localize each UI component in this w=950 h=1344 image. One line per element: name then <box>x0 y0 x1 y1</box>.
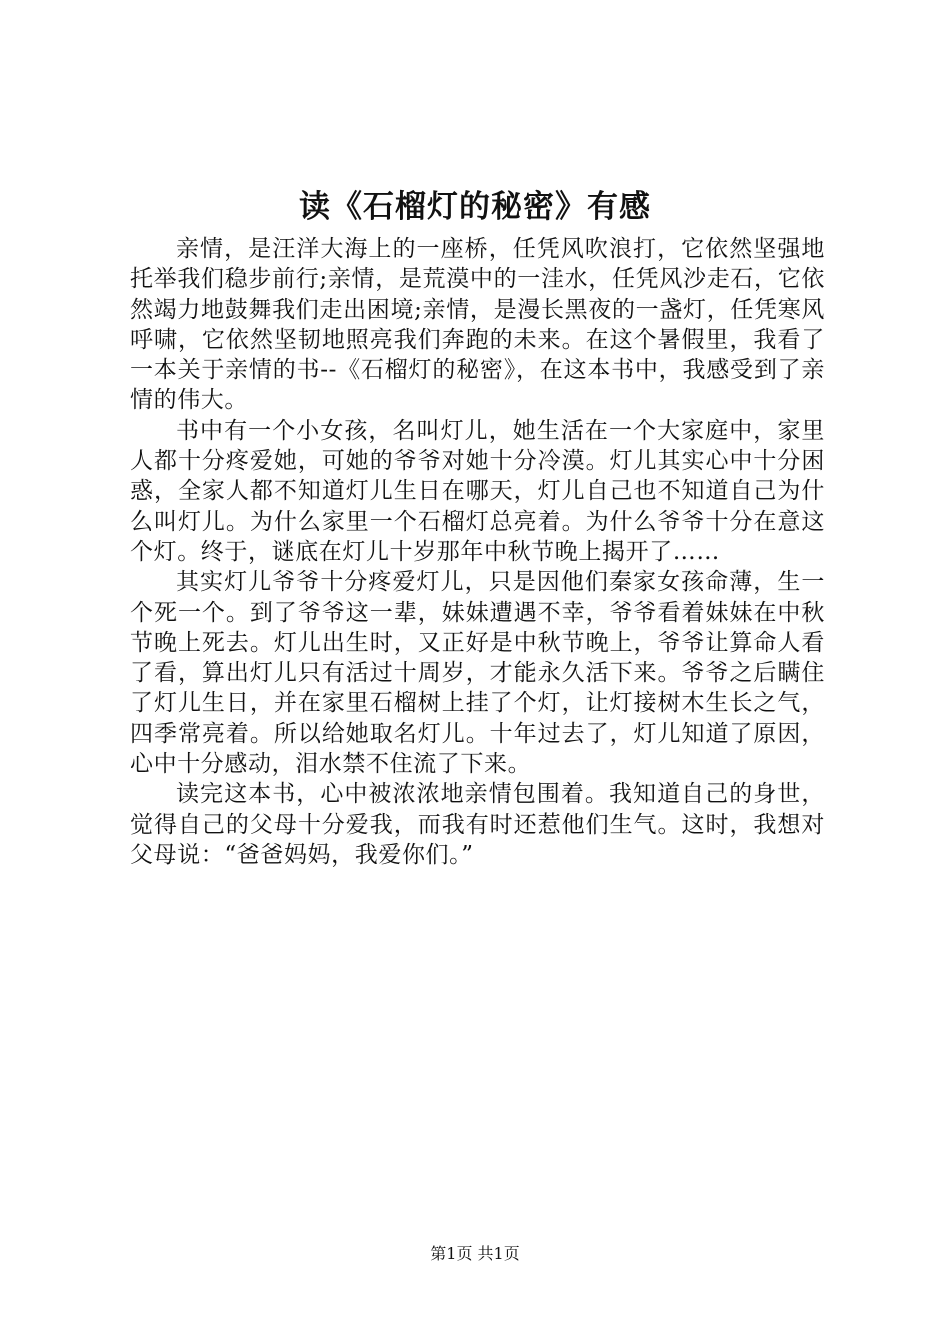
page-footer: 第1页 共1页 <box>430 1244 520 1263</box>
paragraph-3: 其实灯儿爷爷十分疼爱灯儿，只是因他们秦家女孩命薄，生一个死一个。到了爷爷这一辈，妹妹遭遇不幸，爷爷看着妹妹在中秋节晚上死去。灯儿出生时，又正好是中秋节晚上，爷爷让算命人看了看，算出灯儿只有活过十周岁，才能永久活下来。爷爷之后瞒住了灯儿生日，并在家里石榴树上挂了个灯，让灯接树木生长之气，四季常亮着。所以给她取名灯儿。十年过去了，灯儿知道了原因，心中十分感动，泪水禁不住流了下来。 <box>130 569 825 778</box>
paragraph-2: 书中有一个小女孩，名叫灯儿，她生活在一个大家庭中，家里人都十分疼爱她，可她的爷爷对她十分冷漠。灯儿其实心中十分困惑，全家人都不知道灯儿生日在哪天，灯儿自己也不知道自己为什么叫灯儿。为什么家里一个石榴灯总亮着。为什么爷爷十分在意这个灯。终于，谜底在灯儿十岁那年中秋节晚上揭开了…… <box>130 417 825 565</box>
document-title: 读《石榴灯的秘密》有感 <box>299 189 651 225</box>
paragraph-4: 读完这本书，心中被浓浓地亲情包围着。我知道自己的身世，觉得自己的父母十分爱我，而我有时还惹他们生气。这时，我想对父母说：“爸爸妈妈，我爱你们。” <box>130 781 825 868</box>
document-body <box>130 234 825 870</box>
paragraph-1: 亲情，是汪洋大海上的一座桥，任凭风吹浪打，它依然坚强地托举我们稳步前行;亲情，是荒漠中的一洼水，任凭风沙走石，它依然竭力地鼓舞我们走出困境;亲情，是漫长黑夜的一盏灯，任凭寒风呼啸，它依然坚韧地照亮我们奔跑的未来。在这个暑假里，我看了一本关于亲情的书--《石榴灯的秘密》，在这本书中，我感受到了亲情的伟大。 <box>130 236 825 414</box>
